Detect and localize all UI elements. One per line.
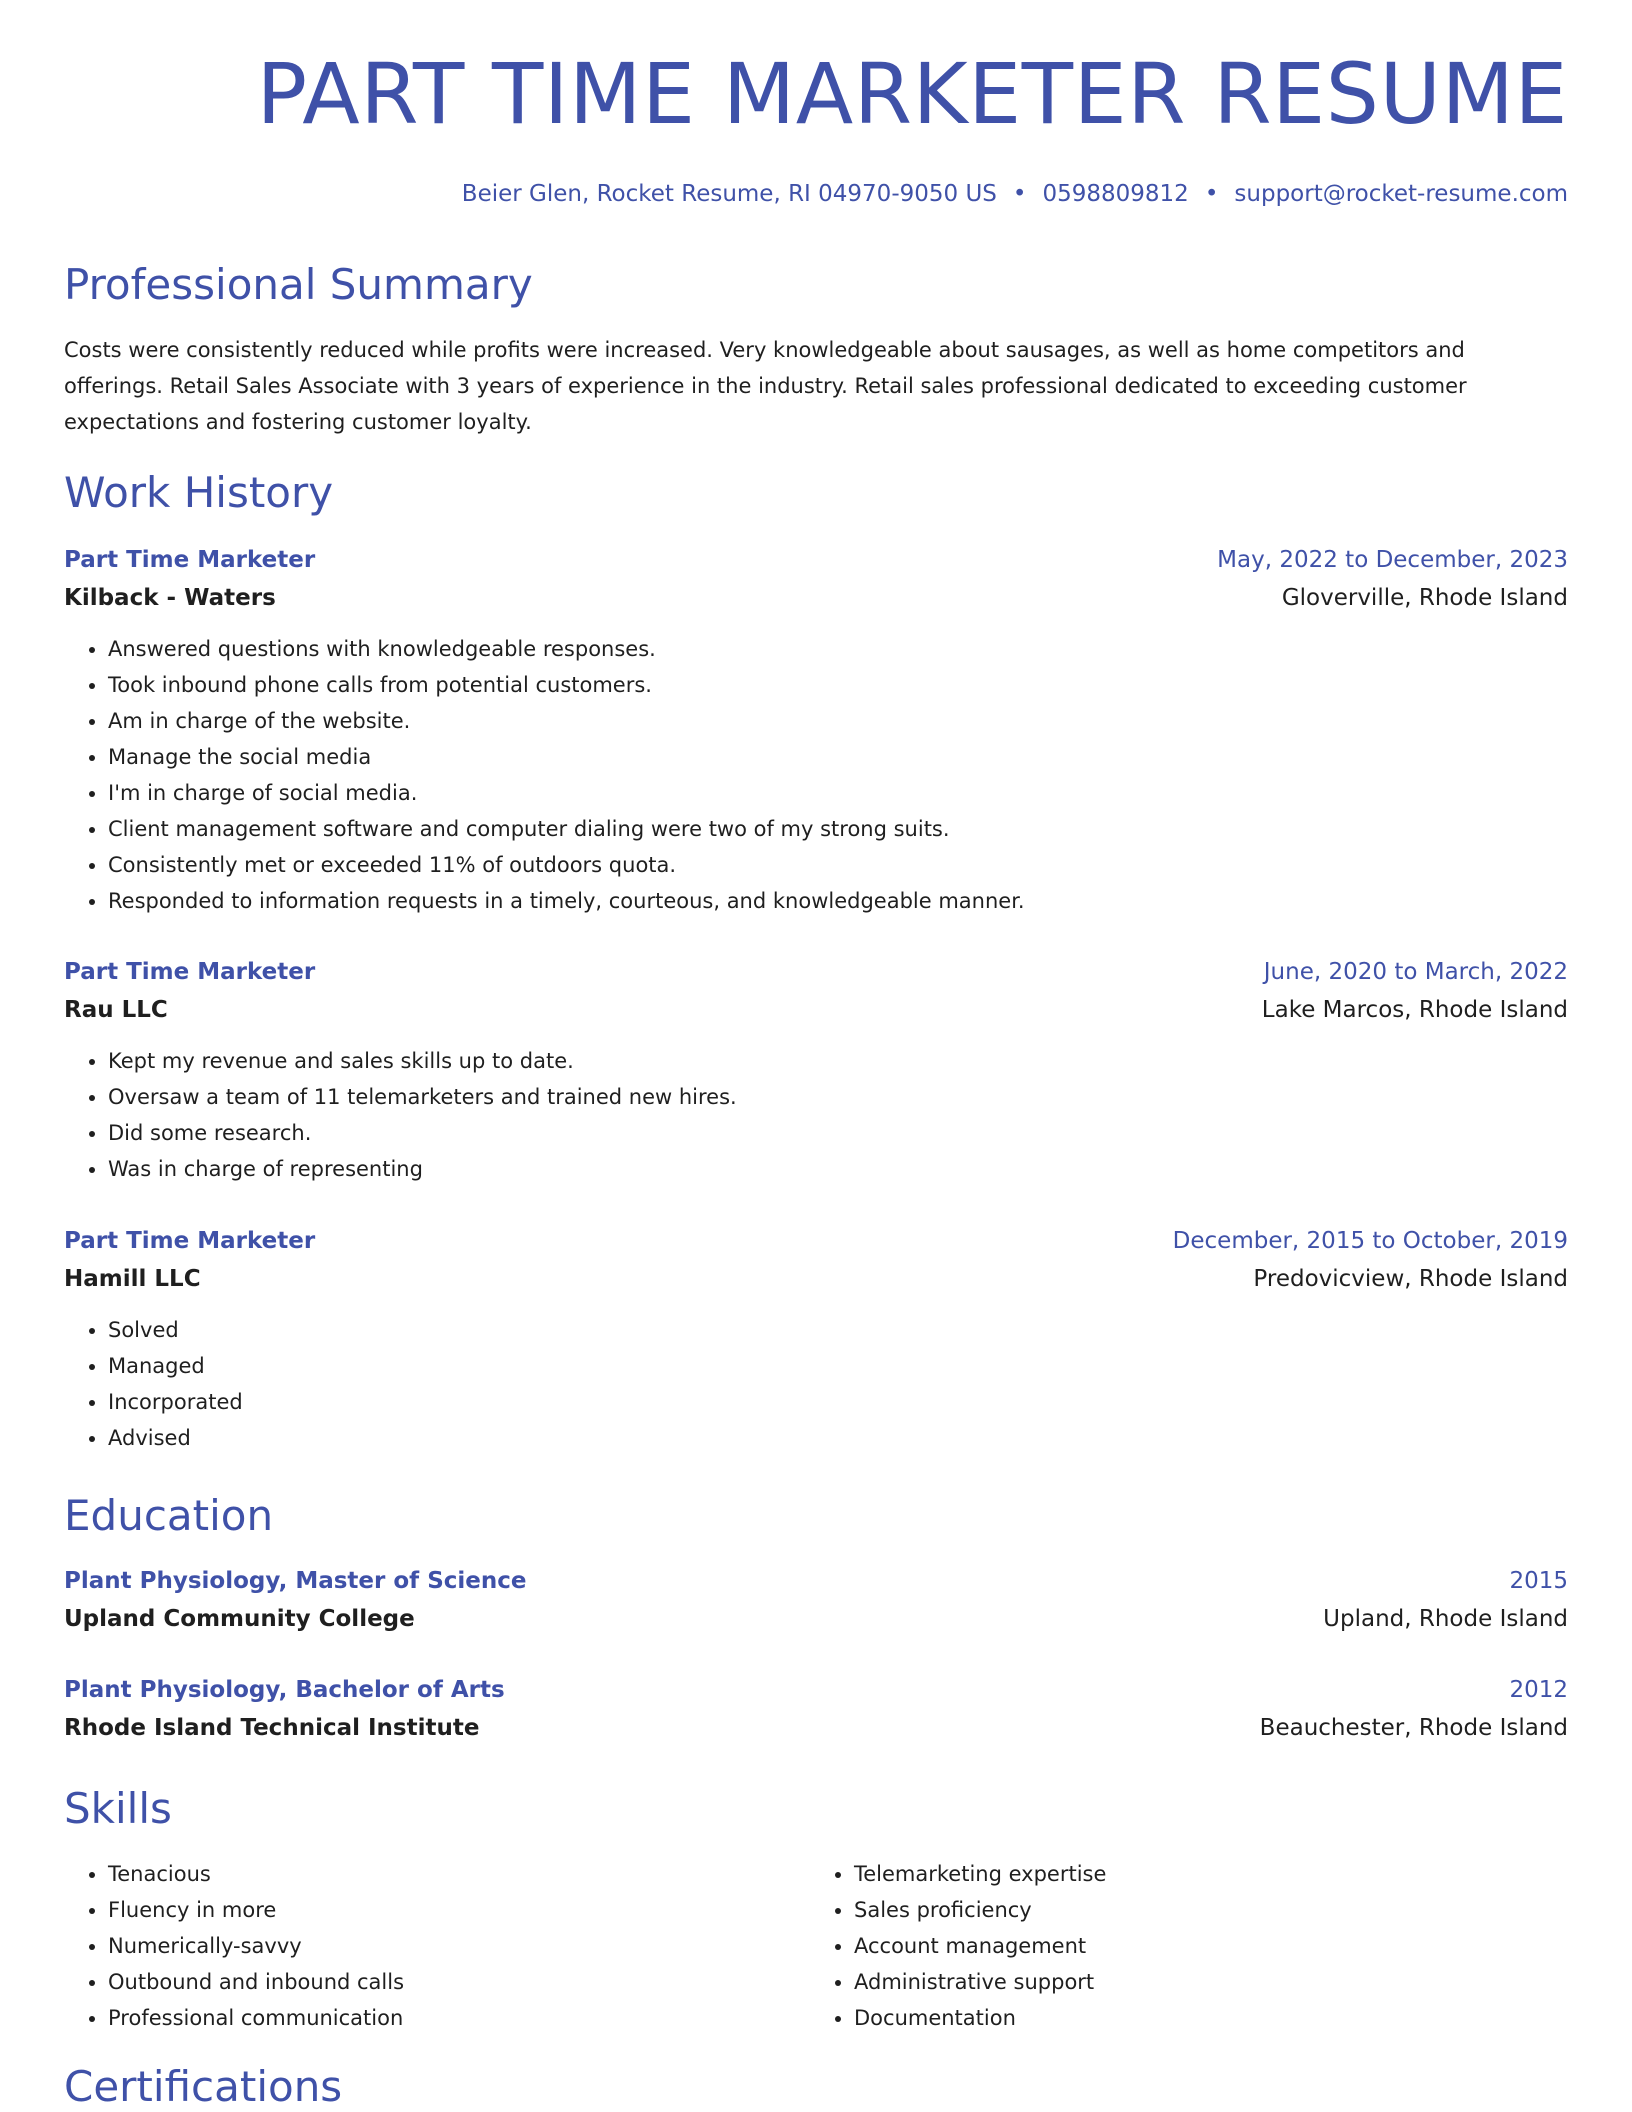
education-location: Upland, Rhode Island xyxy=(1323,1606,1568,1632)
resume-title: PART TIME MARKETER RESUME xyxy=(256,45,1568,143)
list-item: • Professional communication xyxy=(108,2000,808,2036)
summary-heading: Professional Summary xyxy=(64,260,533,309)
list-item: • Telemarketing expertise xyxy=(854,1856,1554,1892)
skills-column-left xyxy=(64,1856,808,2036)
list-item: • Outbound and inbound calls xyxy=(108,1964,808,2000)
work-history-heading: Work History xyxy=(64,468,334,517)
job-entry xyxy=(64,541,1568,919)
job-dates: June, 2020 to March, 2022 xyxy=(1263,959,1568,985)
contact-separator: • xyxy=(1204,181,1219,207)
contact-address: Beier Glen, Rocket Resume, RI 04970-9050 US xyxy=(461,181,997,207)
list-item: • Administrative support xyxy=(854,1964,1554,2000)
skills-column-right xyxy=(808,1856,1554,2036)
list-item: • Account management xyxy=(854,1928,1554,1964)
list-item: • Am in charge of the website. xyxy=(108,703,1568,739)
education-year: 2012 xyxy=(1509,1677,1568,1703)
job-bullets xyxy=(64,631,1568,919)
education-school: Upland Community College xyxy=(64,1606,415,1632)
education-heading: Education xyxy=(64,1491,274,1540)
job-bullets xyxy=(64,1043,1568,1187)
list-item: • Answered questions with knowledgeable responses. xyxy=(108,631,1568,667)
education-year: 2015 xyxy=(1509,1568,1568,1594)
job-location: Predovicview, Rhode Island xyxy=(1253,1266,1568,1292)
contact-email: support@rocket-resume.com xyxy=(1234,181,1568,207)
list-item: • Sales proficiency xyxy=(854,1892,1554,1928)
job-employer: Hamill LLC xyxy=(64,1266,201,1292)
list-item: • Solved xyxy=(108,1312,1568,1348)
job-location: Gloverville, Rhode Island xyxy=(1281,585,1568,611)
summary-text: Costs were consistently reduced while profits were increased. Very knowledgeable about sausages, as well as home competitors and offerings. Retail Sales Associate with 3 years of experience in the industry. Retail sales professional dedicated to exceeding customer expectations and fostering customer loyalty. xyxy=(64,338,1467,434)
job-role: Part Time Marketer xyxy=(64,1228,316,1254)
list-item: • Did some research. xyxy=(108,1115,1568,1151)
job-entry xyxy=(64,953,1568,1187)
job-role: Part Time Marketer xyxy=(64,547,316,573)
contact-line xyxy=(462,181,1568,209)
list-item: • Client management software and computer dialing were two of my strong suits. xyxy=(108,811,1568,847)
certifications-heading: Certifications xyxy=(64,2062,343,2111)
job-bullets xyxy=(64,1312,1568,1456)
job-dates: December, 2015 to October, 2019 xyxy=(1172,1228,1568,1254)
list-item: • I'm in charge of social media. xyxy=(108,775,1568,811)
list-item: • Took inbound phone calls from potential customers. xyxy=(108,667,1568,703)
list-item: • Numerically-savvy xyxy=(108,1928,808,1964)
education-degree: Plant Physiology, Master of Science xyxy=(64,1568,527,1594)
list-item: • Managed xyxy=(108,1348,1568,1384)
list-item: • Manage the social media xyxy=(108,739,1568,775)
contact-separator: • xyxy=(1012,181,1027,207)
contact-phone: 0598809812 xyxy=(1042,181,1189,207)
education-entry xyxy=(64,1671,1568,1747)
education-degree: Plant Physiology, Bachelor of Arts xyxy=(64,1677,505,1703)
education-school: Rhode Island Technical Institute xyxy=(64,1715,480,1741)
list-item: • Advised xyxy=(108,1420,1568,1456)
job-location: Lake Marcos, Rhode Island xyxy=(1261,997,1568,1023)
list-item: • Tenacious xyxy=(108,1856,808,1892)
skills-list xyxy=(64,1856,1568,2036)
education-entry xyxy=(64,1562,1568,1638)
list-item: • Fluency in more xyxy=(108,1892,808,1928)
job-employer: Kilback - Waters xyxy=(64,585,276,611)
job-entry xyxy=(64,1222,1568,1456)
list-item: • Oversaw a team of 11 telemarketers and trained new hires. xyxy=(108,1079,1568,1115)
list-item: • Consistently met or exceeded 11% of outdoors quota. xyxy=(108,847,1568,883)
list-item: • Incorporated xyxy=(108,1384,1568,1420)
job-employer: Rau LLC xyxy=(64,997,168,1023)
list-item: • Responded to information requests in a timely, courteous, and knowledgeable manner. xyxy=(108,883,1568,919)
job-role: Part Time Marketer xyxy=(64,959,316,985)
job-dates: May, 2022 to December, 2023 xyxy=(1217,547,1568,573)
list-item: • Documentation xyxy=(854,2000,1554,2036)
skills-heading: Skills xyxy=(64,1784,172,1833)
education-location: Beauchester, Rhode Island xyxy=(1259,1715,1568,1741)
list-item: • Kept my revenue and sales skills up to date. xyxy=(108,1043,1568,1079)
list-item: • Was in charge of representing xyxy=(108,1151,1568,1187)
